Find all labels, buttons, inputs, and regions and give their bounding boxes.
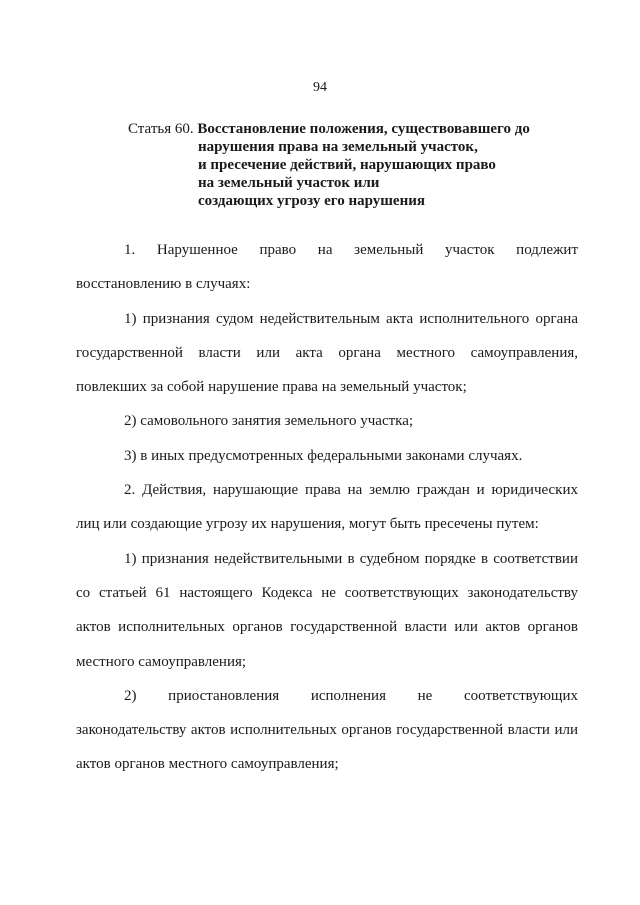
article-heading: [128, 120, 588, 210]
paragraph-2-item-2: 2) приостановления исполнения не соответствующих законодательству актов исполнительных органов государственной власти или актов органов местного самоуправления;: [76, 687, 578, 773]
article-body: [76, 233, 578, 782]
article-title-line-3: и пресечение действий, нарушающих право: [198, 157, 496, 173]
article-title-line-2: нарушения права на земельный участок,: [198, 139, 478, 155]
paragraph-1-item-2: 2) самовольного занятия земельного участка;: [124, 413, 414, 430]
article-title-line-4: на земельный участок или: [198, 175, 380, 191]
paragraph-1-item-3: 3) в иных предусмотренных федеральными законами случаях.: [124, 447, 523, 464]
paragraph-2-item-1: 1) признания недействительными в судебном порядке в соответствии со статьей 61 настоящего Кодекса не соответствующих законодательству актов исполнительных органов государственной власти или актов органов местного самоуправления;: [76, 550, 578, 670]
paragraph-1: 1. Нарушенное право на земельный участок подлежит восстановлению в случаях:: [76, 242, 578, 293]
article-title-line-5: создающих угрозу его нарушения: [198, 193, 425, 209]
article-label: Статья 60.: [128, 121, 194, 137]
article-heading-first-line: [128, 120, 588, 138]
page-number: 94: [313, 80, 327, 95]
paragraph-1-item-1: 1) признания судом недействительным акта исполнительного органа государственной власти или акта органа местного самоуправления, повлекших за собой нарушение права на земельный участок;: [76, 310, 578, 396]
paragraph-2: 2. Действия, нарушающие права на землю граждан и юридических лиц или создающие угрозу их нарушения, могут быть пресечены путем:: [76, 482, 578, 533]
article-title-line-1: Восстановление положения, существовавшего до: [197, 121, 530, 137]
